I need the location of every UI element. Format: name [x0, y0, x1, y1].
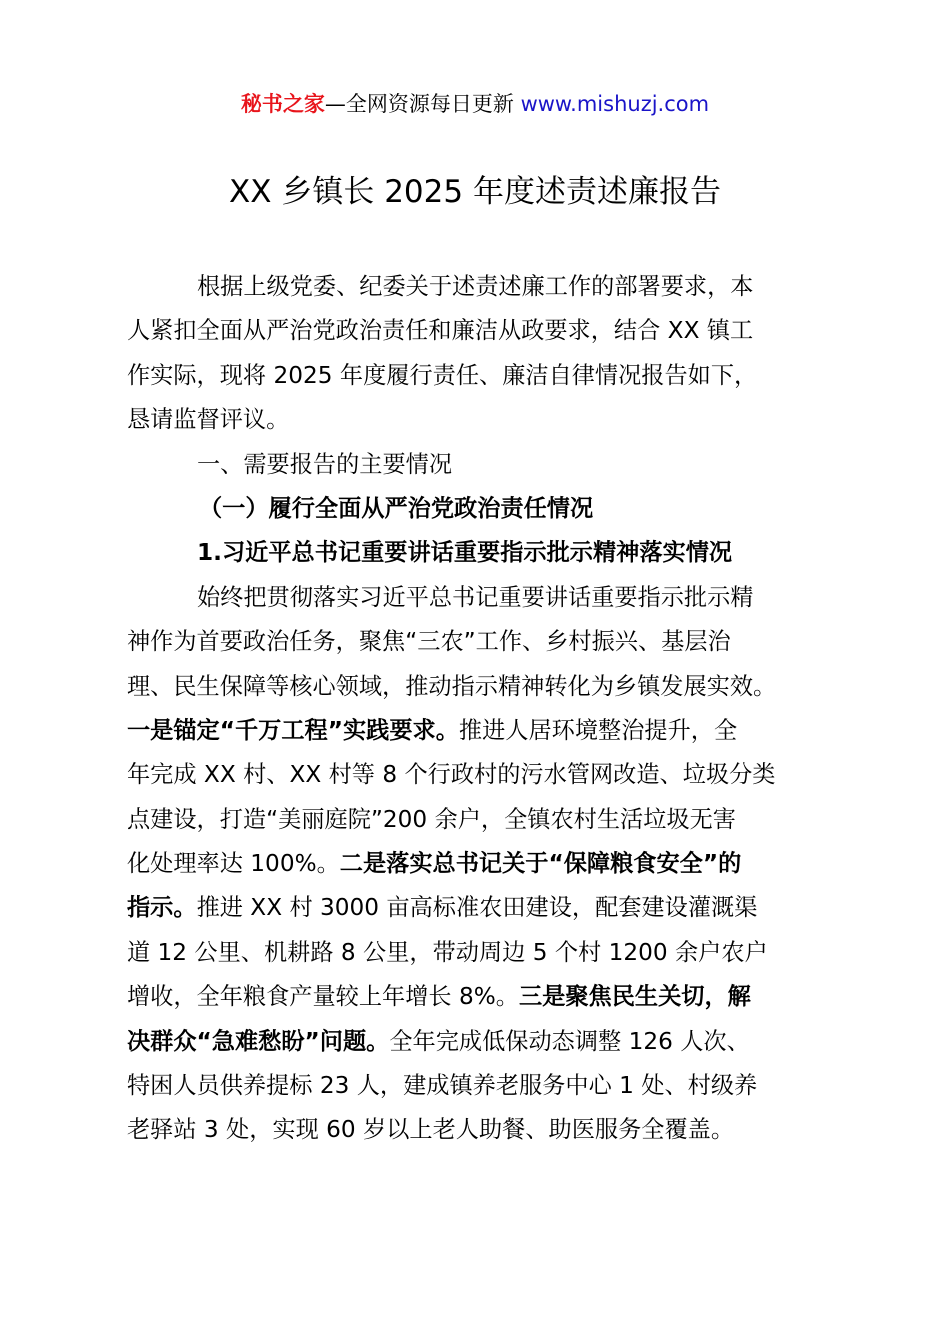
para-text: 推进人居环境整治提升，全 — [458, 716, 738, 744]
para-line — [127, 1020, 847, 1064]
site-banner — [0, 88, 950, 120]
para-line: 道 12 公里、机耕路 8 公里，带动周边 5 个村 1200 余户农户 — [127, 938, 768, 966]
brand-name: 秘书之家 — [240, 92, 325, 116]
para-line — [127, 975, 847, 1019]
para-text: 全年完成低保动态调整 126 人次、 — [389, 1027, 750, 1055]
para-text: 化处理率达 100%。 — [127, 850, 340, 878]
para-line: 老驿站 3 处，实现 60 岁以上老人助餐、助医服务全覆盖。 — [127, 1116, 735, 1144]
intro-line: 作实际，现将 2025 年度履行责任、廉洁自律情况报告如下， — [127, 361, 758, 389]
section-heading-3 — [127, 531, 847, 575]
para-line — [127, 842, 847, 886]
document-body — [127, 265, 847, 1153]
para-line — [127, 709, 847, 753]
document-title: XX 乡镇长 2025 年度述责述廉报告 — [229, 174, 721, 210]
section-heading-2 — [127, 487, 847, 531]
para-line: 始终把贯彻落实习近平总书记重要讲话重要指示批示精 — [197, 583, 754, 611]
section-heading-1: 一、需要报告的主要情况 — [197, 450, 453, 478]
para-line: 神作为首要政治任务，聚焦“三农”工作、乡村振兴、基层治 — [127, 628, 731, 656]
para-line: 点建设，打造“美丽庭院”200 余户，全镇农村生活垃圾无害 — [127, 805, 736, 833]
site-url-link[interactable]: www.mishuzj.com — [520, 92, 710, 116]
para-line: 特困人员供养提标 23 人，建成镇养老服务中心 1 处、村级养 — [127, 1072, 758, 1100]
heading-2-text: （一）履行全面从严治党政治责任情况 — [199, 494, 594, 522]
point-one-heading: 一是锚定“千万工程”实践要求。 — [127, 716, 459, 744]
para-line: 年完成 XX 村、XX 村等 8 个行政村的污水管网改造、垃圾分类 — [127, 761, 776, 789]
intro-line: 人紧扣全面从严治党政治责任和廉洁从政要求，结合 XX 镇工 — [127, 317, 754, 345]
intro-line: 根据上级党委、纪委关于述责述廉工作的部署要求，本 — [197, 273, 754, 300]
para-text: 增收，全年粮食产量较上年增长 8%。 — [127, 983, 519, 1011]
intro-line: 恳请监督评议。 — [127, 406, 290, 434]
para-line: 理、民生保障等核心领域，推动指示精神转化为乡镇发展实效。 — [127, 672, 777, 700]
point-two-heading-end: 指示。 — [127, 894, 197, 922]
point-three-heading: 三是聚焦民生关切，解 — [518, 983, 751, 1011]
para-text: 推进 XX 村 3000 亩高标准农田建设，配套建设灌溉渠 — [196, 894, 758, 922]
point-three-heading-end: 决群众“急难愁盼”问题。 — [127, 1027, 390, 1055]
heading-3-text: 1.习近平总书记重要讲话重要指示批示精神落实情况 — [197, 539, 733, 567]
point-two-heading: 二是落实总书记关于“保障粮食安全”的 — [339, 850, 742, 878]
para-line — [127, 886, 847, 930]
banner-slogan: —全网资源每日更新 — [324, 92, 521, 116]
